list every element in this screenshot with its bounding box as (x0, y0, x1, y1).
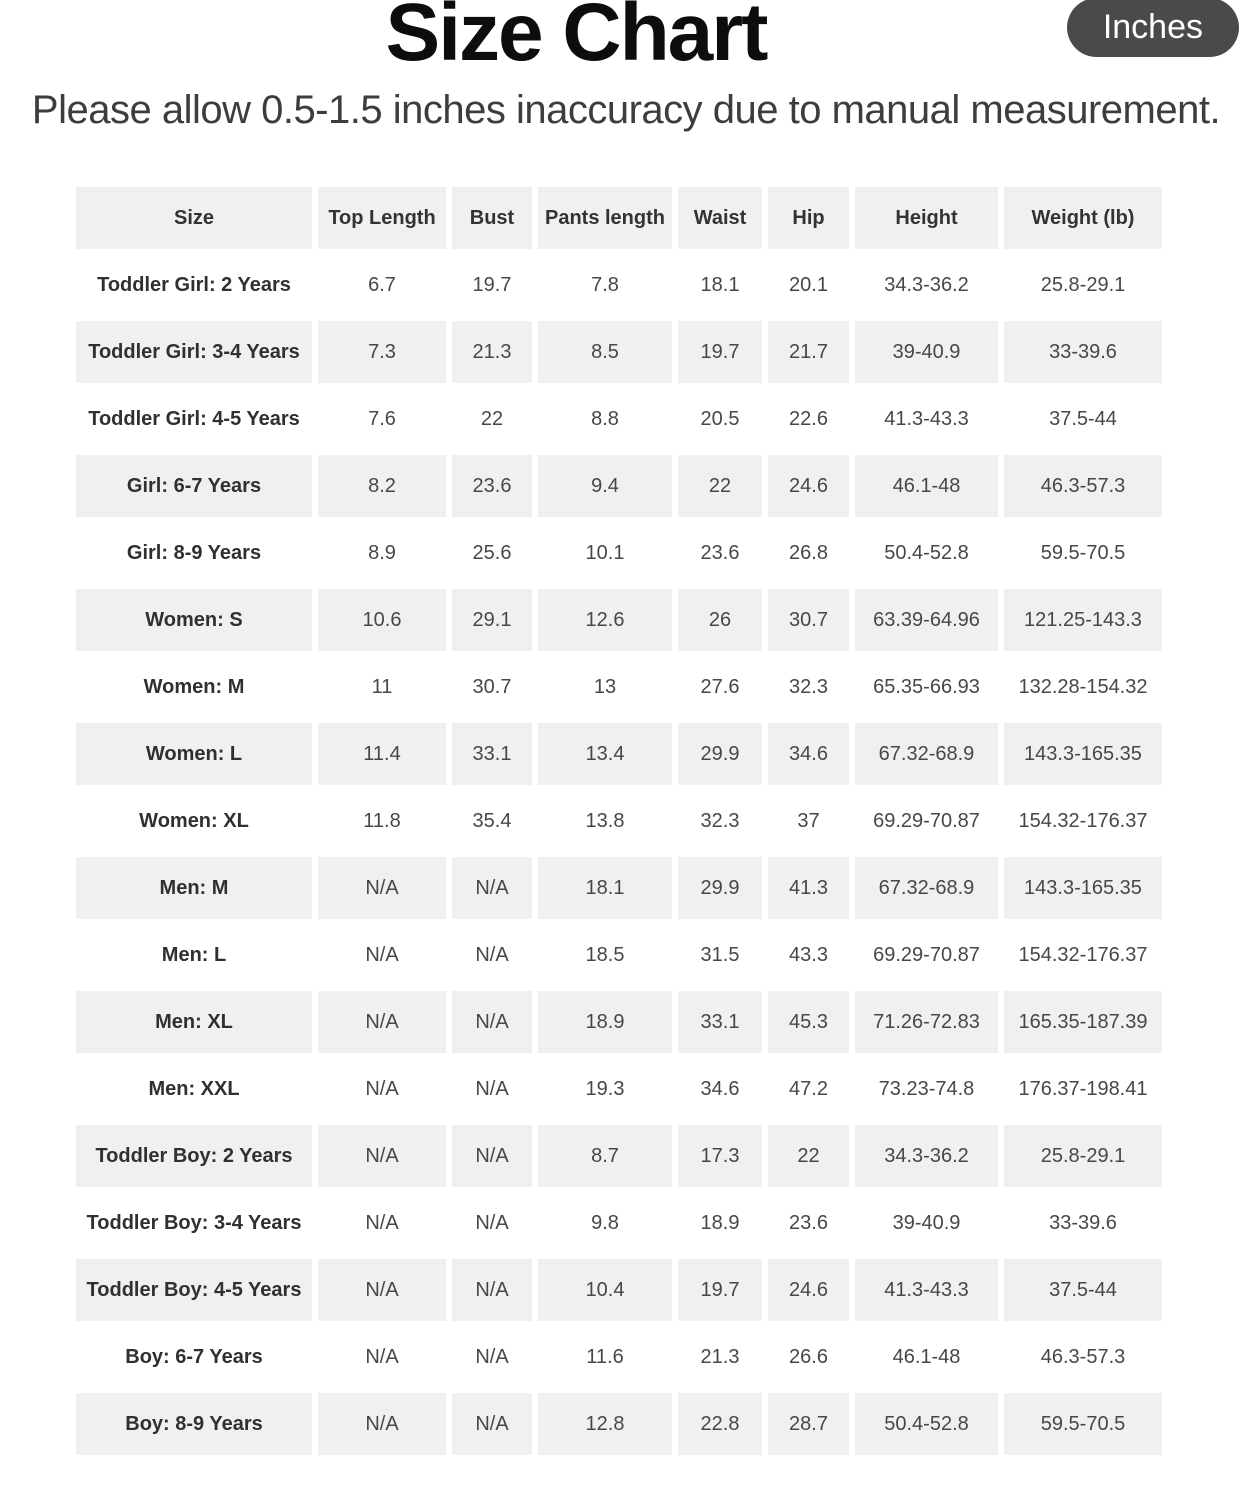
value-cell: 22.6 (768, 388, 849, 450)
value-cell: 8.9 (318, 522, 446, 584)
value-cell: 32.3 (768, 656, 849, 718)
value-cell: 20.5 (678, 388, 762, 450)
value-cell: 26.6 (768, 1326, 849, 1388)
value-cell: 7.3 (318, 321, 446, 383)
value-cell: 20.1 (768, 254, 849, 316)
value-cell: 37.5-44 (1004, 1259, 1162, 1321)
value-cell: 18.1 (538, 857, 672, 919)
value-cell: 143.3-165.35 (1004, 857, 1162, 919)
value-cell: 46.3-57.3 (1004, 1326, 1162, 1388)
value-cell: 29.9 (678, 857, 762, 919)
value-cell: 50.4-52.8 (855, 522, 998, 584)
value-cell: 46.3-57.3 (1004, 455, 1162, 517)
table-row (76, 991, 1162, 1053)
size-chart-table (70, 182, 1168, 1460)
value-cell: N/A (452, 991, 532, 1053)
column-header: Waist (678, 187, 762, 249)
value-cell: 23.6 (768, 1192, 849, 1254)
column-header: Height (855, 187, 998, 249)
size-label-cell: Toddler Girl: 2 Years (76, 254, 312, 316)
unit-toggle-badge[interactable]: Inches (1067, 0, 1239, 57)
value-cell: 33-39.6 (1004, 321, 1162, 383)
value-cell: 11.6 (538, 1326, 672, 1388)
value-cell: 8.5 (538, 321, 672, 383)
size-label-cell: Boy: 8-9 Years (76, 1393, 312, 1455)
value-cell: 6.7 (318, 254, 446, 316)
table-row (76, 1192, 1162, 1254)
value-cell: 31.5 (678, 924, 762, 986)
value-cell: 41.3-43.3 (855, 1259, 998, 1321)
value-cell: 37.5-44 (1004, 388, 1162, 450)
value-cell: 17.3 (678, 1125, 762, 1187)
value-cell: 26.8 (768, 522, 849, 584)
column-header: Hip (768, 187, 849, 249)
value-cell: 35.4 (452, 790, 532, 852)
value-cell: 25.8-29.1 (1004, 254, 1162, 316)
value-cell: 32.3 (678, 790, 762, 852)
column-header: Weight (lb) (1004, 187, 1162, 249)
value-cell: 71.26-72.83 (855, 991, 998, 1053)
value-cell: 22 (452, 388, 532, 450)
value-cell: 13.4 (538, 723, 672, 785)
size-label-cell: Toddler Boy: 2 Years (76, 1125, 312, 1187)
value-cell: 18.9 (678, 1192, 762, 1254)
value-cell: N/A (452, 1192, 532, 1254)
size-label-cell: Women: S (76, 589, 312, 651)
value-cell: 22 (678, 455, 762, 517)
value-cell: 34.3-36.2 (855, 254, 998, 316)
value-cell: N/A (318, 1192, 446, 1254)
value-cell: N/A (318, 924, 446, 986)
value-cell: 18.9 (538, 991, 672, 1053)
value-cell: 30.7 (768, 589, 849, 651)
value-cell: 13 (538, 656, 672, 718)
value-cell: 33.1 (452, 723, 532, 785)
value-cell: 41.3-43.3 (855, 388, 998, 450)
measurement-disclaimer: Please allow 0.5-1.5 inches inaccuracy due to manual measurement. (31, 88, 1221, 133)
value-cell: N/A (452, 1326, 532, 1388)
value-cell: 154.32-176.37 (1004, 790, 1162, 852)
size-label-cell: Women: M (76, 656, 312, 718)
value-cell: N/A (452, 1393, 532, 1455)
value-cell: 30.7 (452, 656, 532, 718)
value-cell: 10.6 (318, 589, 446, 651)
value-cell: 18.1 (678, 254, 762, 316)
page-title: Size Chart (385, 0, 767, 78)
value-cell: 7.6 (318, 388, 446, 450)
value-cell: N/A (318, 1393, 446, 1455)
table-row (76, 1326, 1162, 1388)
value-cell: 19.3 (538, 1058, 672, 1120)
value-cell: 46.1-48 (855, 455, 998, 517)
value-cell: 24.6 (768, 455, 849, 517)
value-cell: N/A (452, 857, 532, 919)
table-row (76, 656, 1162, 718)
value-cell: 33-39.6 (1004, 1192, 1162, 1254)
size-label-cell: Toddler Girl: 3-4 Years (76, 321, 312, 383)
table-row (76, 924, 1162, 986)
table-row (76, 723, 1162, 785)
value-cell: 8.7 (538, 1125, 672, 1187)
value-cell: 11.4 (318, 723, 446, 785)
value-cell: 121.25-143.3 (1004, 589, 1162, 651)
size-label-cell: Men: XXL (76, 1058, 312, 1120)
table-row (76, 388, 1162, 450)
page-header (0, 0, 1252, 76)
value-cell: 28.7 (768, 1393, 849, 1455)
value-cell: 132.28-154.32 (1004, 656, 1162, 718)
value-cell: N/A (452, 1058, 532, 1120)
size-label-cell: Boy: 6-7 Years (76, 1326, 312, 1388)
value-cell: 73.23-74.8 (855, 1058, 998, 1120)
value-cell: 59.5-70.5 (1004, 1393, 1162, 1455)
value-cell: 25.6 (452, 522, 532, 584)
value-cell: 29.9 (678, 723, 762, 785)
value-cell: 10.4 (538, 1259, 672, 1321)
table-row (76, 455, 1162, 517)
value-cell: 19.7 (678, 1259, 762, 1321)
table-row (76, 589, 1162, 651)
value-cell: 19.7 (678, 321, 762, 383)
value-cell: 50.4-52.8 (855, 1393, 998, 1455)
value-cell: 39-40.9 (855, 1192, 998, 1254)
table-row (76, 857, 1162, 919)
size-label-cell: Men: XL (76, 991, 312, 1053)
value-cell: 29.1 (452, 589, 532, 651)
value-cell: N/A (452, 1125, 532, 1187)
value-cell: 21.3 (678, 1326, 762, 1388)
value-cell: 67.32-68.9 (855, 723, 998, 785)
value-cell: 39-40.9 (855, 321, 998, 383)
value-cell: 19.7 (452, 254, 532, 316)
value-cell: 47.2 (768, 1058, 849, 1120)
column-header: Size (76, 187, 312, 249)
size-label-cell: Toddler Boy: 4-5 Years (76, 1259, 312, 1321)
table-row (76, 1259, 1162, 1321)
size-label-cell: Men: M (76, 857, 312, 919)
table-row (76, 321, 1162, 383)
value-cell: N/A (318, 857, 446, 919)
table-row (76, 522, 1162, 584)
value-cell: 18.5 (538, 924, 672, 986)
value-cell: 154.32-176.37 (1004, 924, 1162, 986)
table-row (76, 1393, 1162, 1455)
value-cell: 25.8-29.1 (1004, 1125, 1162, 1187)
column-header: Bust (452, 187, 532, 249)
value-cell: 10.1 (538, 522, 672, 584)
value-cell: 43.3 (768, 924, 849, 986)
value-cell: 45.3 (768, 991, 849, 1053)
size-label-cell: Girl: 6-7 Years (76, 455, 312, 517)
value-cell: 27.6 (678, 656, 762, 718)
value-cell: 33.1 (678, 991, 762, 1053)
value-cell: 26 (678, 589, 762, 651)
value-cell: N/A (318, 991, 446, 1053)
value-cell: 165.35-187.39 (1004, 991, 1162, 1053)
value-cell: N/A (318, 1259, 446, 1321)
value-cell: N/A (318, 1125, 446, 1187)
value-cell: 21.7 (768, 321, 849, 383)
value-cell: 7.8 (538, 254, 672, 316)
value-cell: N/A (318, 1058, 446, 1120)
size-label-cell: Women: XL (76, 790, 312, 852)
value-cell: 9.4 (538, 455, 672, 517)
value-cell: 23.6 (452, 455, 532, 517)
value-cell: 8.2 (318, 455, 446, 517)
value-cell: 23.6 (678, 522, 762, 584)
value-cell: 67.32-68.9 (855, 857, 998, 919)
value-cell: 143.3-165.35 (1004, 723, 1162, 785)
value-cell: 41.3 (768, 857, 849, 919)
value-cell: 69.29-70.87 (855, 790, 998, 852)
size-label-cell: Toddler Boy: 3-4 Years (76, 1192, 312, 1254)
value-cell: 34.3-36.2 (855, 1125, 998, 1187)
value-cell: 63.39-64.96 (855, 589, 998, 651)
value-cell: 46.1-48 (855, 1326, 998, 1388)
value-cell: 65.35-66.93 (855, 656, 998, 718)
column-header: Top Length (318, 187, 446, 249)
value-cell: 8.8 (538, 388, 672, 450)
value-cell: 22.8 (678, 1393, 762, 1455)
value-cell: 69.29-70.87 (855, 924, 998, 986)
size-label-cell: Men: L (76, 924, 312, 986)
value-cell: 12.8 (538, 1393, 672, 1455)
value-cell: 12.6 (538, 589, 672, 651)
value-cell: 176.37-198.41 (1004, 1058, 1162, 1120)
value-cell: N/A (452, 924, 532, 986)
size-label-cell: Women: L (76, 723, 312, 785)
size-label-cell: Toddler Girl: 4-5 Years (76, 388, 312, 450)
value-cell: N/A (318, 1326, 446, 1388)
value-cell: 11 (318, 656, 446, 718)
table-row (76, 1125, 1162, 1187)
value-cell: 11.8 (318, 790, 446, 852)
table-row (76, 254, 1162, 316)
table-row (76, 790, 1162, 852)
value-cell: N/A (452, 1259, 532, 1321)
value-cell: 34.6 (768, 723, 849, 785)
value-cell: 34.6 (678, 1058, 762, 1120)
value-cell: 37 (768, 790, 849, 852)
value-cell: 13.8 (538, 790, 672, 852)
value-cell: 24.6 (768, 1259, 849, 1321)
size-label-cell: Girl: 8-9 Years (76, 522, 312, 584)
table-header-row (76, 187, 1162, 249)
column-header: Pants length (538, 187, 672, 249)
value-cell: 59.5-70.5 (1004, 522, 1162, 584)
value-cell: 22 (768, 1125, 849, 1187)
value-cell: 21.3 (452, 321, 532, 383)
value-cell: 9.8 (538, 1192, 672, 1254)
table-row (76, 1058, 1162, 1120)
